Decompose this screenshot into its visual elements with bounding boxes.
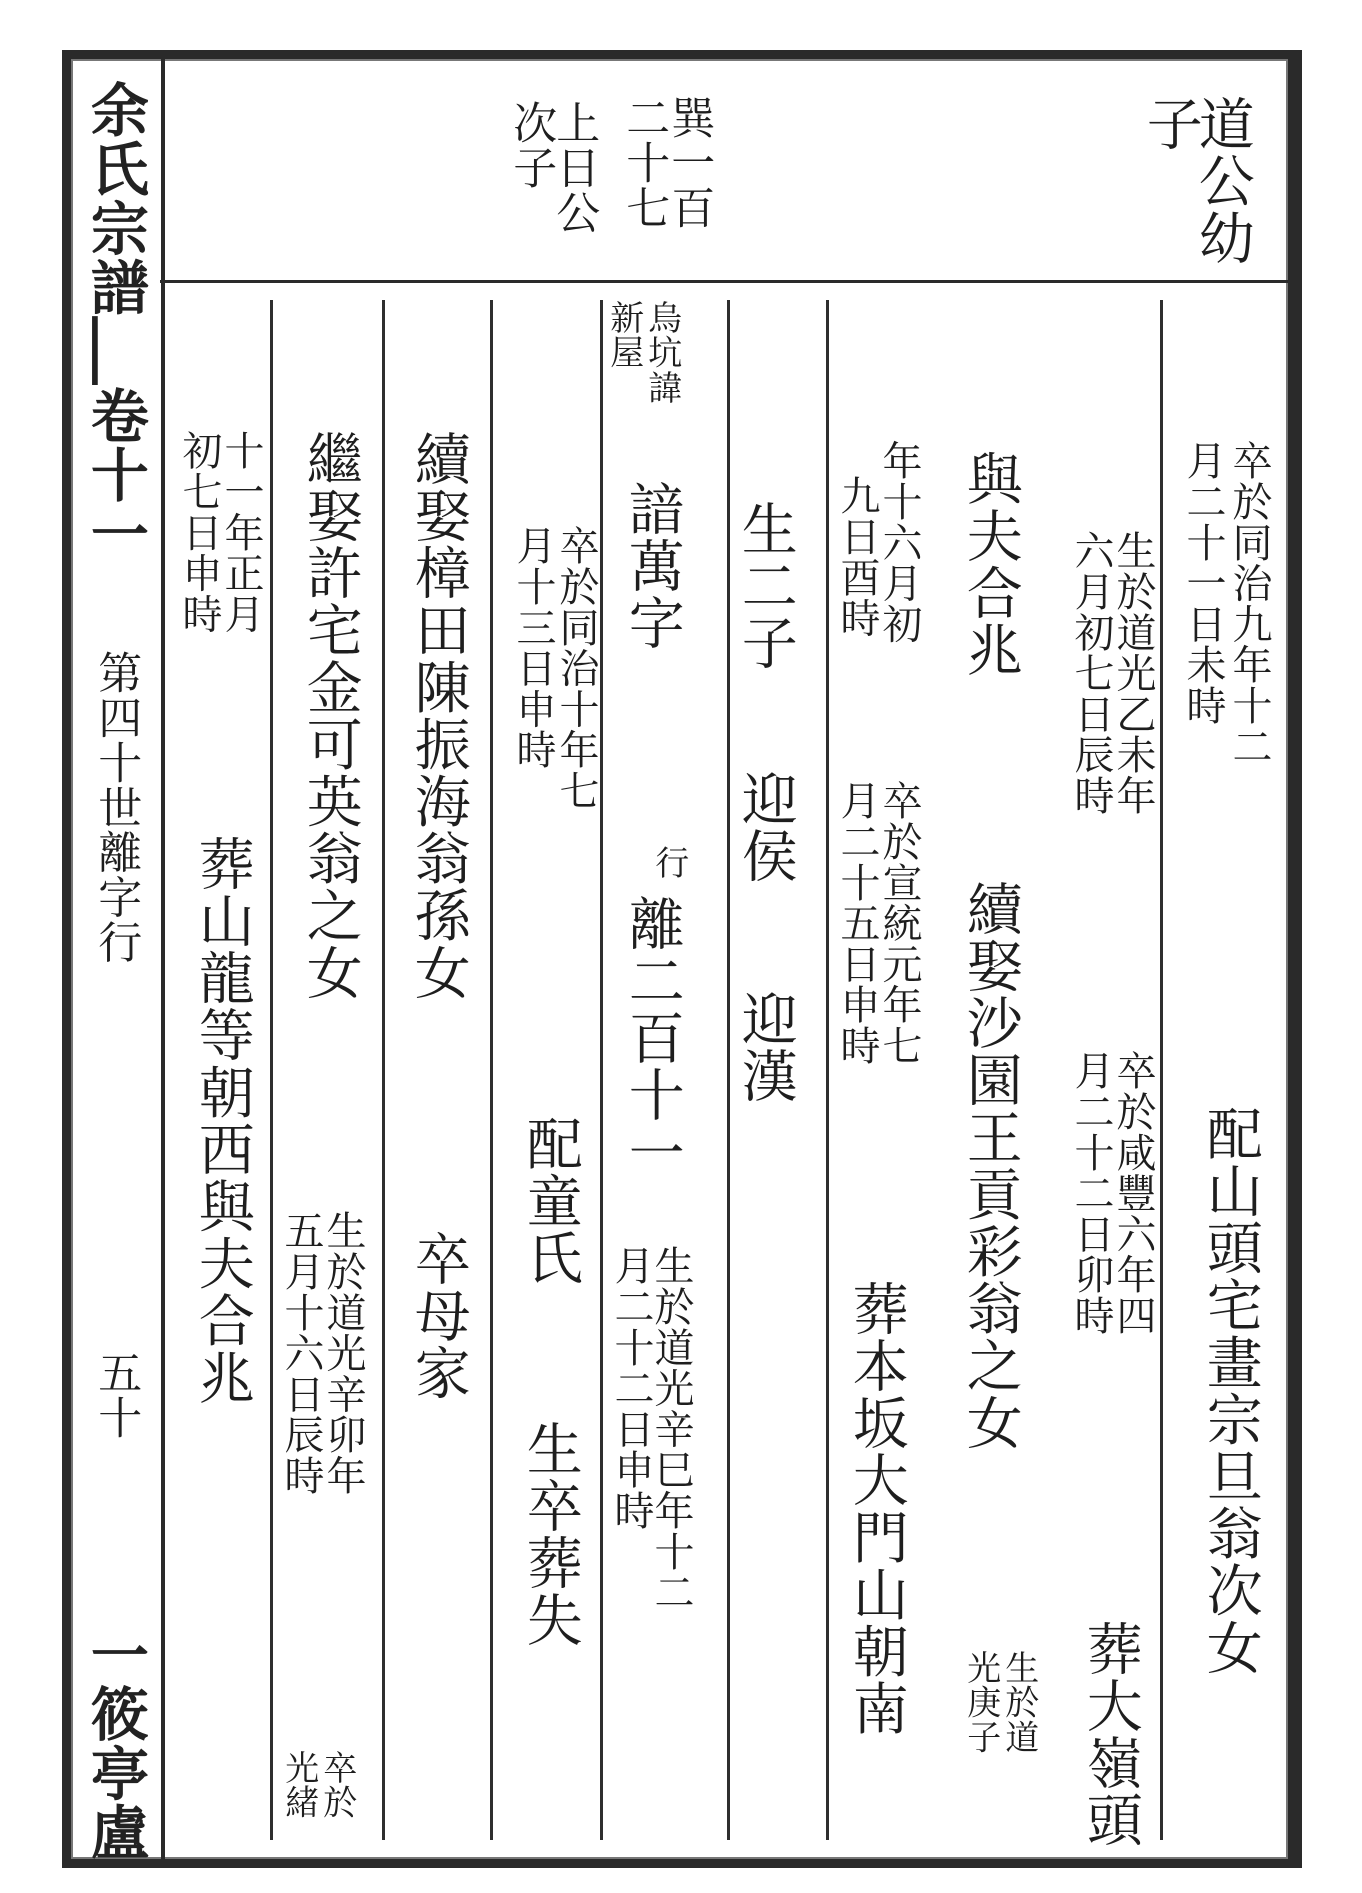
- burial-spouse: 葬大嶺頭: [1077, 1620, 1143, 1849]
- second-wife-note: 卒母家: [405, 1230, 471, 1402]
- top-col-2b: 二十七: [618, 95, 670, 230]
- birth-date-2: 生於道: [998, 1650, 1039, 1755]
- death-date-person-b: 月十三日申時: [510, 525, 556, 770]
- child-name-2: 迎漢: [732, 990, 798, 1105]
- page-edge: [1302, 40, 1352, 1870]
- birth-date-3b: 九日酉時: [834, 475, 880, 639]
- death-date-1: 卒於同治九年十二: [1226, 440, 1272, 767]
- death-date-3b: 月二十五日申時: [834, 780, 880, 1066]
- column-rule: [490, 300, 493, 1840]
- birth-date-person: 生於道光辛巳年十二: [648, 1245, 694, 1613]
- third-wife-death: 卒於: [316, 1750, 357, 1820]
- column-rule: [600, 300, 603, 1840]
- death-date-final-b: 初七日申時: [176, 430, 222, 634]
- third-wife-entry: 繼娶許宅金可英翁之女: [297, 430, 363, 1002]
- children-label: 生二子: [732, 500, 798, 672]
- birth-date-2b: 光庚子: [960, 1650, 1001, 1755]
- third-wife-birth: 生於道光辛卯年: [320, 1210, 366, 1496]
- generation-label: 第四十世離字行: [90, 650, 142, 965]
- death-date-spouse: 卒於咸豐六年四: [1110, 1050, 1156, 1336]
- second-wife-entry: 續娶沙園王貢彩翁之女: [957, 880, 1023, 1452]
- burial-note-1: 與夫合兆: [957, 450, 1023, 679]
- birth-date-3: 年十六月初: [876, 440, 922, 644]
- spouse-entry-1: 配山頭宅畫宗旦翁次女: [1197, 1105, 1263, 1677]
- birth-date-spouse: 生於道光乙未年: [1110, 530, 1156, 816]
- column-rule: [727, 300, 730, 1840]
- death-date-3: 卒於宣統元年七: [876, 780, 922, 1066]
- taboo-name-label: 諱: [641, 370, 682, 405]
- third-wife-birth-b: 五月十六日辰時: [278, 1210, 324, 1496]
- burial-final: 葬山龍等朝西與夫合兆: [189, 835, 255, 1407]
- top-col-3: 上日公: [548, 100, 600, 235]
- village-label: 烏坑: [641, 300, 682, 370]
- column-rule: [1160, 300, 1163, 1840]
- top-col-1: 道公幼: [1189, 95, 1255, 267]
- hall-name: 一筱亭盧: [80, 1625, 149, 1862]
- first-wife-note: 生卒葬失: [517, 1420, 583, 1649]
- second-wife-person: 續娶樟田陳振海翁孫女: [405, 430, 471, 1002]
- rank-label: 行: [648, 845, 689, 880]
- burial-3: 葬本坂大門山朝南: [843, 1280, 909, 1737]
- book-title: 余氏宗譜▏卷十一: [80, 80, 149, 564]
- death-date-spouse-b: 月二十二日卯時: [1068, 1050, 1114, 1336]
- village-label-b: 新屋: [603, 300, 644, 370]
- birth-date-spouse-b: 六月初七日辰時: [1068, 530, 1114, 816]
- rank-value: 離二百十一: [619, 895, 685, 1181]
- column-rule: [382, 300, 385, 1840]
- column-rule: [826, 300, 829, 1840]
- death-date-1b: 月二十一日未時: [1180, 440, 1226, 726]
- first-wife-entry: 配童氏: [517, 1115, 583, 1287]
- column-rule: [270, 300, 273, 1840]
- child-name-1: 迎侯: [732, 770, 798, 885]
- top-col-3b: 次子: [505, 100, 557, 190]
- death-date-person: 卒於同治十年七: [553, 525, 599, 811]
- third-wife-death-b: 光緒: [278, 1750, 319, 1820]
- top-band-divider: [160, 280, 1300, 283]
- top-col-2: 巽一百: [663, 95, 715, 230]
- birth-date-person-b: 月二十二日申時: [608, 1245, 654, 1531]
- page-number: 五十: [90, 1350, 142, 1440]
- death-date-final: 十一年正月: [218, 430, 264, 634]
- top-col-1b: 子: [1137, 95, 1203, 153]
- person-name: 諳萬字: [619, 480, 685, 652]
